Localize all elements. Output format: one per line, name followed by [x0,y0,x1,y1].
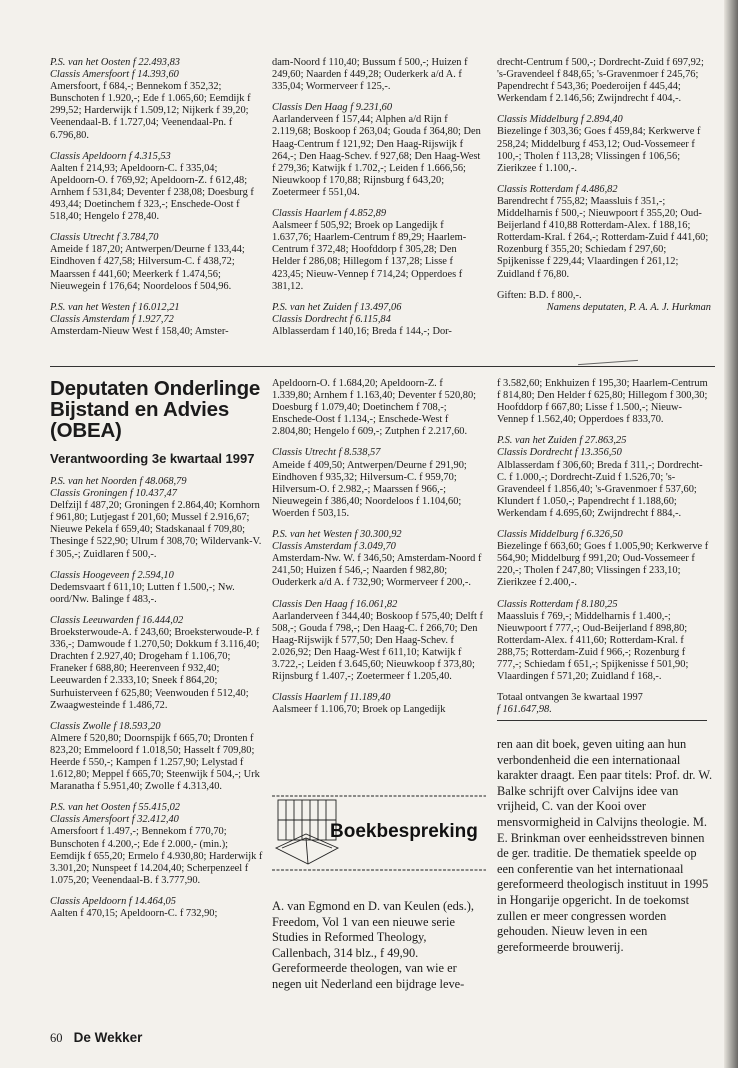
signature: Namens deputaten, P. A. A. J. Hurkman [546,301,711,313]
account-block [50,721,264,794]
boekbespreking-banner [272,790,486,876]
account-block [272,599,484,684]
classis-heading: Classis Apeldoorn f 4.315,53 [50,150,171,162]
contribution-list: Aarlanderveen f 157,44; Alphen a/d Rijn f 2.119,68; Boskoop f 263,04; Gouda f 364,80; Den Haag-Centrum f 121,92; Den Haag-Rijswijk f 264,-; Den Haag-Schev. f 927,68; Den Haag-West f 279,36; Katwijk f 1.702,-; Leiden f 1.666,56; Nieuwkoop f 170,88; Rijnsburg f 643,20; Zoetermeer f 551,04. [272,114,481,198]
classis-heading: P.S. van het Zuiden f 13.497,06 [272,301,402,313]
top-column-1 [50,57,264,347]
account-block [50,570,264,606]
classis-heading: Classis Zwolle f 18.593,20 [50,720,161,732]
classis-heading: P.S. van het Oosten f 22.493,83 [50,57,180,68]
classis-heading: Classis Rotterdam f 4.486,82 [497,183,618,195]
account-block [50,615,264,712]
contribution-list: Almere f 520,80; Doornspijk f 665,70; Dronten f 823,20; Emmeloord f 1.018,50; Hasselt f 709,80; Heerde f 550,-; Kampen f 1.257,90; Lelystad f 1.612,80; Meppel f 665,70; Steenwijk f 504,-; Urk Maranatha f 5.951,40; Zwolle f 4.313,40. [50,732,260,793]
obea-column-1 [50,378,264,929]
contribution-list: Aalten f 470,15; Apeldoorn-C. f 732,90; [50,908,218,919]
contribution-list: drecht-Centrum f 500,-; Dordrecht-Zuid f 697,92; 's-Gravendeel f 848,65; 's-Gravenmoer f 245,76; Papendrecht f 543,36; Poederoijen f 445,44; Werkendam f 2.146,56; Zwijndrecht f 404,-. [497,57,704,105]
classis-heading: Classis Apeldoorn f 14.464,05 [50,895,176,907]
account-block [272,302,484,338]
account-block [50,232,264,292]
contribution-list: Apeldoorn-O. f 1.684,20; Apeldoorn-Z. f 1.339,80; Arnhem f 1.163,40; Deventer f 520,80; Doesburg f 1.079,40; Doetinchem f 708,-; Enschede-Oost f 1.134,-; Enschede-West f 2.804,80; Hengelo f 609,-; Zutphen f 2.217,60. [272,378,477,438]
contribution-list: Barendrecht f 755,82; Maassluis f 351,-; Middelharnis f 500,-; Nieuwpoort f 355,20; Oud-Beijerland f 410,88 Rotterdam-Alex. f 188,16; Rotterdam-Kral. f 264,-; Rotterdam-Zuid f 441,60; Rozenburg f 355,20; Schiedam f 297,60; Spijkenisse f 229,44; Vlaardingen f 261,12; Zuidland f 76,80. [497,195,709,280]
account-block [50,57,264,142]
contribution-list: Dedemsvaart f 611,10; Lutten f 1.500,-; Nw. oord/Nw. Balinge f 483,-. [50,581,235,605]
contribution-list: Delfzijl f 487,20; Groningen f 2.864,40; Kornhorn f 961,80; Lutjegast f 201,60; Mussel f 2.916,67; Nieuwe Pekela f 659,40; Stadskanaal f 709,80; Thesinge f 522,90; Ulrum f 308,70; Wildervank-V. f 305,-; Zuidlaren f 500,-. [50,500,262,560]
contribution-list: Aalsmeer f 505,92; Broek op Langedijk f 1.637,76; Haarlem-Centrum f 89,29; Haarlem-Centrum f 372,48; Hoofddorp f 305,28; Den Helder f 286,08; Hillegom f 137,28; Lisse f 423,45; Nieuw-Vennep f 714,24; Opperdoes f 381,12. [272,220,467,292]
contribution-list: Alblasserdam f 140,16; Breda f 144,-; Dor- [272,325,452,337]
account-block [50,896,264,920]
account-block [272,447,484,520]
contribution-list: Ameide f 187,20; Antwerpen/Deurne f 133,44; Eindhoven f 427,58; Hilversum-C. f 438,72; Maarssen f 441,60; Meerkerk f 1.474,56; Nieuwegein f 176,64; Noordeloos f 504,96. [50,244,245,292]
classis-heading: Classis Utrecht f 3.784,70 [50,232,159,244]
classis-heading: Classis Groningen f 10.437,47 [50,488,177,500]
contribution-list: Aarlanderveen f 344,40; Boskoop f 575,40; Delft f 508,-; Gouda f 798,-; Den Haag-C. f 266,70; Den Haag-Rijswijk f 577,50; Den Haag-Schev. f 2.026,92; Den Haag-West f 611,10; Katwijk f 3.722,-; Leiden f 3.645,60; Nieuwkoop f 373,80; Rijnsburg f 1.407,-; Zoetermeer f 1.205,40. [272,610,483,683]
contribution-list: Maassluis f 769,-; Middelharnis f 1.400,-; Nieuwpoort f 777,-; Oud-Beijerland f 898,80; Rotterdam-Alex. f 411,60; Rotterdam-Kral. f 288,75; Rotterdam-Zuid f 966,-; Rozenburg f 777,-; Schiedam f 651,-; Spijkenisse f 501,90; Vlaardingen f 571,20; Zuidland f 168,-. [497,610,689,683]
classis-heading: Classis Dordrecht f 6.115,84 [272,313,391,325]
page-number: 60 [50,1031,63,1045]
contribution-list: Biezelinge f 303,36; Goes f 459,84; Kerkwerve f 258,24; Middelburg f 453,12; Oud-Vossemeer f 100,-; Tholen f 113,28; Vlissingen f 106,56; Zierikzee f 1.100,-. [497,126,701,174]
obea-subtitle: Verantwoording 3e kwartaal 1997 [50,451,255,466]
banner-text: Boekbespreking [330,821,478,842]
classis-heading: P.S. van het Zuiden f 27.863,25 [497,435,627,447]
account-block [497,378,711,426]
account-block [497,57,711,105]
top-column-3 [497,57,711,314]
classis-heading: P.S. van het Westen f 30.300,92 [272,529,402,541]
classis-heading: Classis Haarlem f 11.189,40 [272,692,391,704]
classis-heading: Classis Hoogeveen f 2.594,10 [50,569,174,581]
account-block [272,208,484,293]
classis-heading: Classis Amsterdam f 3.049,70 [272,541,396,553]
account-block [497,529,711,589]
magazine-name: De Wekker [73,1030,143,1045]
contribution-list: Biezelinge f 663,60; Goes f 1.005,90; Kerkwerve f 564,90; Middelburg f 991,20; Oud-Vossemeer f 220,-; Tholen f 247,80; Vlissingen f 233,10; Zierikzee f 2.400,-. [497,541,709,589]
contribution-list: Aalsmeer f 1.106,70; Broek op Langedijk [272,704,446,716]
giften-line: Giften: B.D. f 800,-. [497,289,582,301]
classis-heading: Classis Den Haag f 16.061,82 [272,598,398,610]
contribution-list: f 3.582,60; Enkhuizen f 195,30; Haarlem-Centrum f 814,80; Den Helder f 625,80; Hillegom f 300,30; Hoofddorp f 667,80; Lisse f 1.500,-; Nieuw-Vennep f 1.562,40; Opperdoes f 833,70. [497,378,708,426]
contribution-list: Amsterdam-Nw. W. f 346,50; Amsterdam-Noord f 241,50; Huizen f 546,-; Naarden f 982,80; Ouderkerk a/d A. f 732,90; Wormerveer f 200,-. [272,553,482,589]
review-body: ren aan dit boek, geven uiting aan hun verbondenheid die een internationaal karakter draagt. Een paar titels: Prof. dr. W. Balke schrijft over Calvijns idee van vrijheid, C. van der Kooi over mensvormigheid in Calvijns theologie. M. E. Brinkman over eenheidsstreven binnen de ger. traditie. De thematiek speelde op een conferentie van het internationaal gereformeerd theologisch instituut in 1995 in Hongarije opgericht. In de toekomst zullen er meer congressen worden gehouden. Nieuw leven in een gereformeerde brouwerij. [497,737,713,954]
top-column-2 [272,57,484,347]
classis-heading: Classis Dordrecht f 13.356,50 [497,447,622,459]
contribution-list: Amsterdam-Nieuw West f 158,40; Amster- [50,325,229,337]
account-block [50,151,264,224]
classis-heading: P.S. van het Oosten f 55.415,02 [50,802,180,814]
contribution-list: Amersfoort f 1.497,-; Bennekom f 770,70; Bunschoten f 4.200,-; Ede f 2.000,- (min.); Eemdijk f 655,20; Ermelo f 4.930,80; Harderwijk f 3.301,20; Nunspeet f 14.204,40; Scherpenzeel f 1.075,20; Veenendaal-B. f 3.777,90. [50,826,263,886]
classis-heading: P.S. van het Westen f 16.012,21 [50,301,180,313]
classis-heading: Classis Amersfoort f 32.412,40 [50,814,179,826]
account-block [272,102,484,199]
total-rule [497,720,707,721]
account-block [497,435,711,520]
obea-title: Deputaten Onderlinge Bijstand en Advies (OBEA) [50,377,261,442]
contribution-list: Alblasserdam f 306,60; Breda f 311,-; Dordrecht-C. f 1.000,-; Dordrecht-Zuid f 1.526,70; 's-Gravendeel f 1.856,40; 's-Gravenmoer f 537,60; Klundert f 1.050,-; Papendrecht f 1.188,60; Werkendam f 4.695,60; Zwijndrecht f 884,-. [497,459,703,519]
contribution-list: dam-Noord f 110,40; Bussum f 500,-; Huizen f 249,60; Naarden f 449,28; Ouderkerk a/d A. f 335,04; Wormerveer f 125,-. [272,57,468,93]
account-block [497,114,711,174]
review-intro: A. van Egmond en D. van Keulen (eds.), Freedom, Vol 1 van een nieuwe serie Studies in Reformed Theology, Callenbach, 314 blz., f 49,90. Gereformeerde theologen, van wie er negen uit Nederland een bijdrage leve- [272,899,474,991]
obea-column-3 [497,378,711,721]
account-block [50,802,264,887]
account-block [272,57,484,93]
total-label: Totaal ontvangen 3e kwartaal 1997 [497,692,643,704]
divider-mark [578,360,638,365]
classis-heading: Classis Haarlem f 4.852,89 [272,208,387,220]
classis-heading: Classis Amersfoort f 14.393,60 [50,69,179,81]
page-footer [50,1030,142,1046]
total-value: f 161.647,98. [497,704,552,716]
classis-heading: Classis Amsterdam f 1.927,72 [50,313,174,325]
contribution-list: Amersfoort, f 684,-; Bennekom f 352,32; Bunschoten f 1.920,-; Ede f 1.065,60; Eemdijk f 299,52; Harderwijk f 1.509,12; Nijkerk f 39,20; Veenendaal-B. f 1.727,04; Veenendaal-Pn. f 6.796,80. [50,81,251,141]
classis-heading: Classis Middelburg f 2.894,40 [497,114,623,126]
account-block [272,692,484,716]
contribution-list: Ameide f 409,50; Antwerpen/Deurne f 291,90; Eindhoven f 935,32; Hilversum-C. f 959,70; Hilversum-O. f 2.982,-; Maarssen f 966,-; Nieuwegein f 386,40; Noordeloos f 1.104,60; Woerden f 503,15. [272,459,467,519]
classis-heading: Classis Utrecht f 8.538,57 [272,447,381,459]
classis-heading: P.S. van het Noorden f 48.068,79 [50,476,187,487]
classis-heading: Classis Den Haag f 9.231,60 [272,102,393,114]
account-block [497,184,711,281]
contribution-list: Aalten f 214,93; Apeldoorn-C. f 335,04; Apeldoorn-O. f 769,92; Apeldoorn-Z. f 612,48; Arnhem f 531,84; Deventer f 238,08; Doesburg f 493,44; Doetinchem f 323,-; Enschede-Oost f 518,40; Hengelo f 278,40. [50,162,254,223]
contribution-list: Broeksterwoude-A. f 243,60; Broeksterwoude-P. f 336,-; Damwoude f 1.270,50; Dokkum f 3.116,40; Drachten f 2.927,40; Drogeham f 1.106,70; Franeker f 688,80; Heerenveen f 932,40; Leeuwarden f 2.333,10; Sneek f 864,20; Surhuisterveen f 625,80; Veenwouden f 512,40; Zwaagwesteinde f 1.486,72. [50,627,260,711]
account-block [497,599,711,684]
account-block [50,302,264,338]
classis-heading: Classis Rotterdam f 8.180,25 [497,598,618,610]
obea-column-2 [272,378,484,725]
account-block [272,378,484,438]
account-block [50,476,264,561]
section-divider [50,366,715,367]
page-edge-shadow [724,0,738,1068]
account-block [272,529,484,589]
classis-heading: Classis Middelburg f 6.326,50 [497,529,623,541]
classis-heading: Classis Leeuwarden f 16.444,02 [50,614,184,626]
